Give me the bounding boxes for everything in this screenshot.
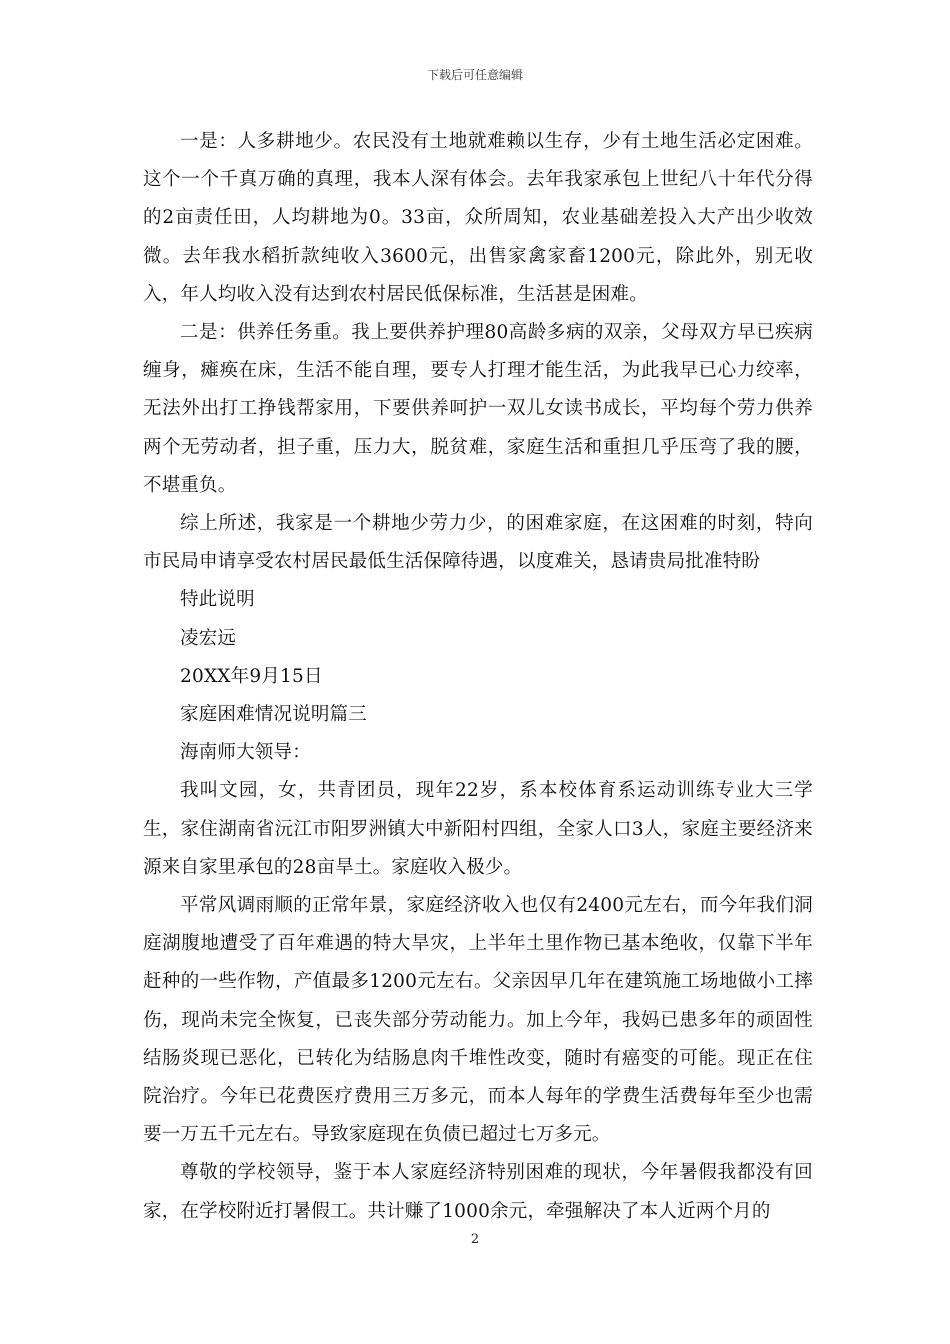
date: 20XX年9月15日	[180, 665, 323, 687]
paragraph-family-situation: 平常风调雨顺的正常年景，家庭经济收入也仅有2400元左右，而今年我们洞庭湖腹地遭受了百年难遇的特大旱灾，上半年土里作物已基本绝收，仅靠下半年赶种的一些作物，产值最多1200元左右。父亲因早几年在建筑施工场地做小工摔伤，现尚未完全恢复，已丧失部分劳动能力。加上今年，我妈已患多年的顽固性结肠炎现已恶化，已转化为结肠息肉千堆性改变，随时有癌变的可能。现正在住院治疗。今年已花费医疗费用三万多元，而本人每年的学费生活费每年至少也需要一万五千元左右。导致家庭现在负债已超过七万多元。	[143, 895, 813, 1146]
paragraph-point-two: 二是：供养任务重。我上要供养护理80高龄多病的双亲，父母双方早已疾病缠身，瘫痪在床，生活不能自理，要专人打理才能生活，为此我早已心力绞率，无法外出打工挣钱帮家用，下要供养呵护一双儿女读书成长，平均每个劳力供养两个无劳动者，担子重，压力大，脱贫难，家庭生活和重担几乎压弯了我的腰，不堪重负。	[143, 322, 813, 496]
paragraph-point-one: 一是：人多耕地少。农民没有土地就难赖以生存，少有土地生活必定困难。这个一个千真万确的真理，我本人深有体会。去年我家承包上世纪八十年代分得的2亩责任田，人均耕地为0。33亩，众所周知，农业基础差投入大产出少收效微。去年我水稻折款纯收入3600元，出售家禽家畜1200元，除此外，别无收入，年人均收入没有达到农村居民低保标准，生活甚是困难。	[143, 131, 813, 305]
paragraph-request: 尊敬的学校领导，鉴于本人家庭经济特别困难的现状，今年暑假我都没有回家，在学校附近打暑假工。共计赚了1000余元，牵强解决了本人近两个月的	[143, 1162, 813, 1222]
section-title: 家庭困难情况说明篇三	[180, 704, 368, 726]
signature: 凌宏远	[180, 627, 237, 649]
document-body	[143, 123, 813, 1231]
closing-remark: 特此说明	[180, 589, 255, 611]
page-header: 下载后可任意编辑	[426, 68, 523, 82]
paragraph-summary: 综上所述，我家是一个耕地少劳力少，的困难家庭，在这困难的时刻，特向市民局申请享受农村居民最低生活保障待遇，以度难关，恳请贵局批准特盼	[143, 513, 813, 573]
paragraph-introduction: 我叫文园，女，共青团员，现年22岁，系本校体育系运动训练专业大三学生，家住湖南省沅江市阳罗洲镇大中新阳村四组，全家人口3人，家庭主要经济来源来自家里承包的28亩旱土。家庭收入极少。	[143, 780, 813, 878]
page-number: 2	[470, 1232, 480, 1247]
salutation: 海南师大领导：	[180, 742, 311, 764]
